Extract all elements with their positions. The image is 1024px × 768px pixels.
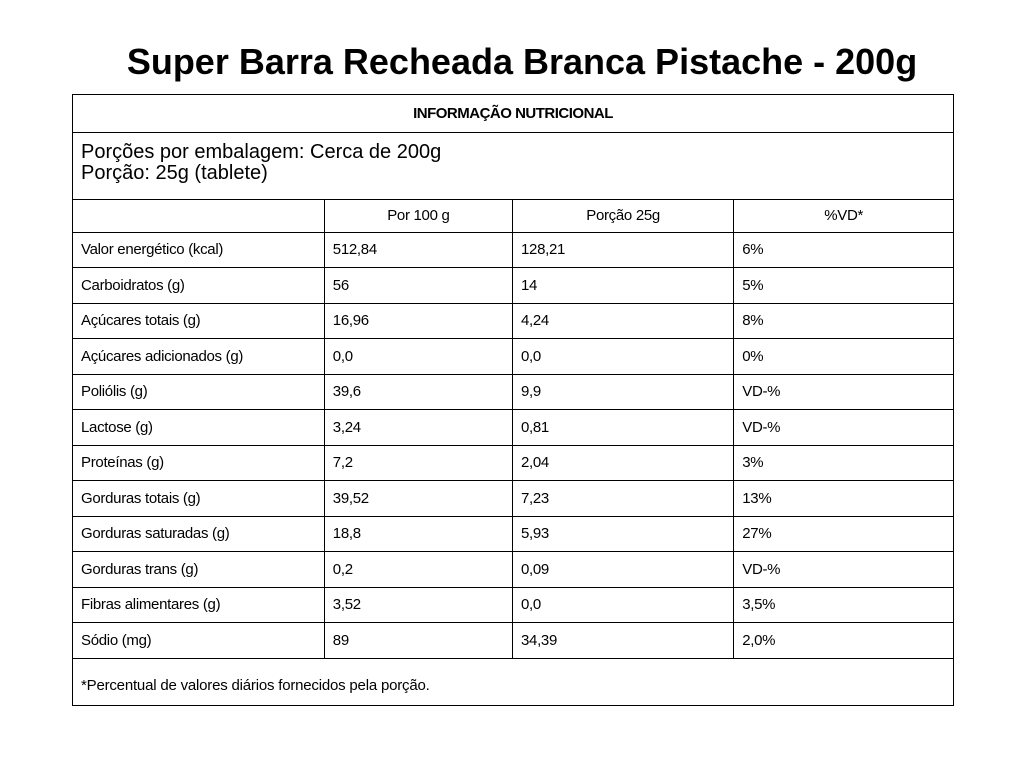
- nutrient-value: 3,5%: [734, 587, 953, 623]
- nutrient-value: 89: [324, 623, 512, 659]
- column-header: %VD*: [734, 200, 953, 232]
- nutrient-value: 7,23: [512, 481, 733, 517]
- table-row: [73, 516, 953, 552]
- table-row: [73, 587, 953, 623]
- nutrition-table: [73, 200, 953, 659]
- footnote: *Percentual de valores diários fornecidos pela porção.: [81, 677, 430, 694]
- nutrient-name: Gorduras saturadas (g): [73, 516, 324, 552]
- nutrient-value: 34,39: [512, 623, 733, 659]
- nutrient-value: 13%: [734, 481, 953, 517]
- table-row: [73, 552, 953, 588]
- nutrient-value: 5%: [734, 268, 953, 304]
- nutrient-value: 3%: [734, 445, 953, 481]
- table-row: [73, 481, 953, 517]
- nutrient-name: Valor energético (kcal): [73, 232, 324, 268]
- nutrient-value: 56: [324, 268, 512, 304]
- column-header: Por 100 g: [324, 200, 512, 232]
- nutrient-value: 3,24: [324, 410, 512, 446]
- nutrient-value: 2,04: [512, 445, 733, 481]
- nutrition-facts-label: [72, 94, 954, 706]
- nutrient-value: 27%: [734, 516, 953, 552]
- nutrient-value: 0,0: [512, 339, 733, 375]
- nutrient-value: 14: [512, 268, 733, 304]
- nutrient-value: 0,0: [324, 339, 512, 375]
- nutrient-value: 9,9: [512, 374, 733, 410]
- column-header: [73, 200, 324, 232]
- column-header: Porção 25g: [512, 200, 733, 232]
- nutrient-name: Açúcares totais (g): [73, 303, 324, 339]
- nutrient-value: 2,0%: [734, 623, 953, 659]
- page-title: Super Barra Recheada Branca Pistache - 200g: [126, 41, 918, 82]
- nutrient-name: Sódio (mg): [73, 623, 324, 659]
- table-header-row: [73, 200, 953, 232]
- nutrient-value: VD-%: [734, 374, 953, 410]
- table-row: [73, 374, 953, 410]
- nutrient-value: 0,09: [512, 552, 733, 588]
- nutrient-value: 6%: [734, 232, 953, 268]
- nutrient-name: Lactose (g): [73, 410, 324, 446]
- table-row: [73, 339, 953, 375]
- nutrient-value: 128,21: [512, 232, 733, 268]
- nutrient-name: Poliólis (g): [73, 374, 324, 410]
- nutrient-value: 0,2: [324, 552, 512, 588]
- nutrient-name: Açúcares adicionados (g): [73, 339, 324, 375]
- nutrient-value: 7,2: [324, 445, 512, 481]
- table-row: [73, 445, 953, 481]
- nutrient-value: 3,52: [324, 587, 512, 623]
- serving-size: Porção: 25g (tablete): [81, 162, 268, 184]
- servings-per-package: Porções por embalagem: Cerca de 200g: [81, 141, 442, 163]
- table-body: [73, 232, 953, 658]
- nutrient-value: 512,84: [324, 232, 512, 268]
- nutrient-name: Gorduras trans (g): [73, 552, 324, 588]
- nutrient-name: Carboidratos (g): [73, 268, 324, 304]
- nutrient-value: 39,6: [324, 374, 512, 410]
- table-row: [73, 303, 953, 339]
- nutrition-header: INFORMAÇÃO NUTRICIONAL: [73, 95, 953, 133]
- nutrient-value: 5,93: [512, 516, 733, 552]
- nutrient-value: VD-%: [734, 410, 953, 446]
- nutrient-value: 0,81: [512, 410, 733, 446]
- nutrient-value: 18,8: [324, 516, 512, 552]
- nutrient-name: Proteínas (g): [73, 445, 324, 481]
- nutrient-value: 39,52: [324, 481, 512, 517]
- nutrient-value: 16,96: [324, 303, 512, 339]
- nutrient-value: VD-%: [734, 552, 953, 588]
- table-row: [73, 410, 953, 446]
- nutrient-value: 0,0: [512, 587, 733, 623]
- nutrient-value: 0%: [734, 339, 953, 375]
- table-row: [73, 268, 953, 304]
- table-row: [73, 232, 953, 268]
- table-row: [73, 623, 953, 659]
- nutrient-value: 4,24: [512, 303, 733, 339]
- nutrient-name: Fibras alimentares (g): [73, 587, 324, 623]
- nutrient-name: Gorduras totais (g): [73, 481, 324, 517]
- nutrient-value: 8%: [734, 303, 953, 339]
- serving-info: [73, 132, 953, 200]
